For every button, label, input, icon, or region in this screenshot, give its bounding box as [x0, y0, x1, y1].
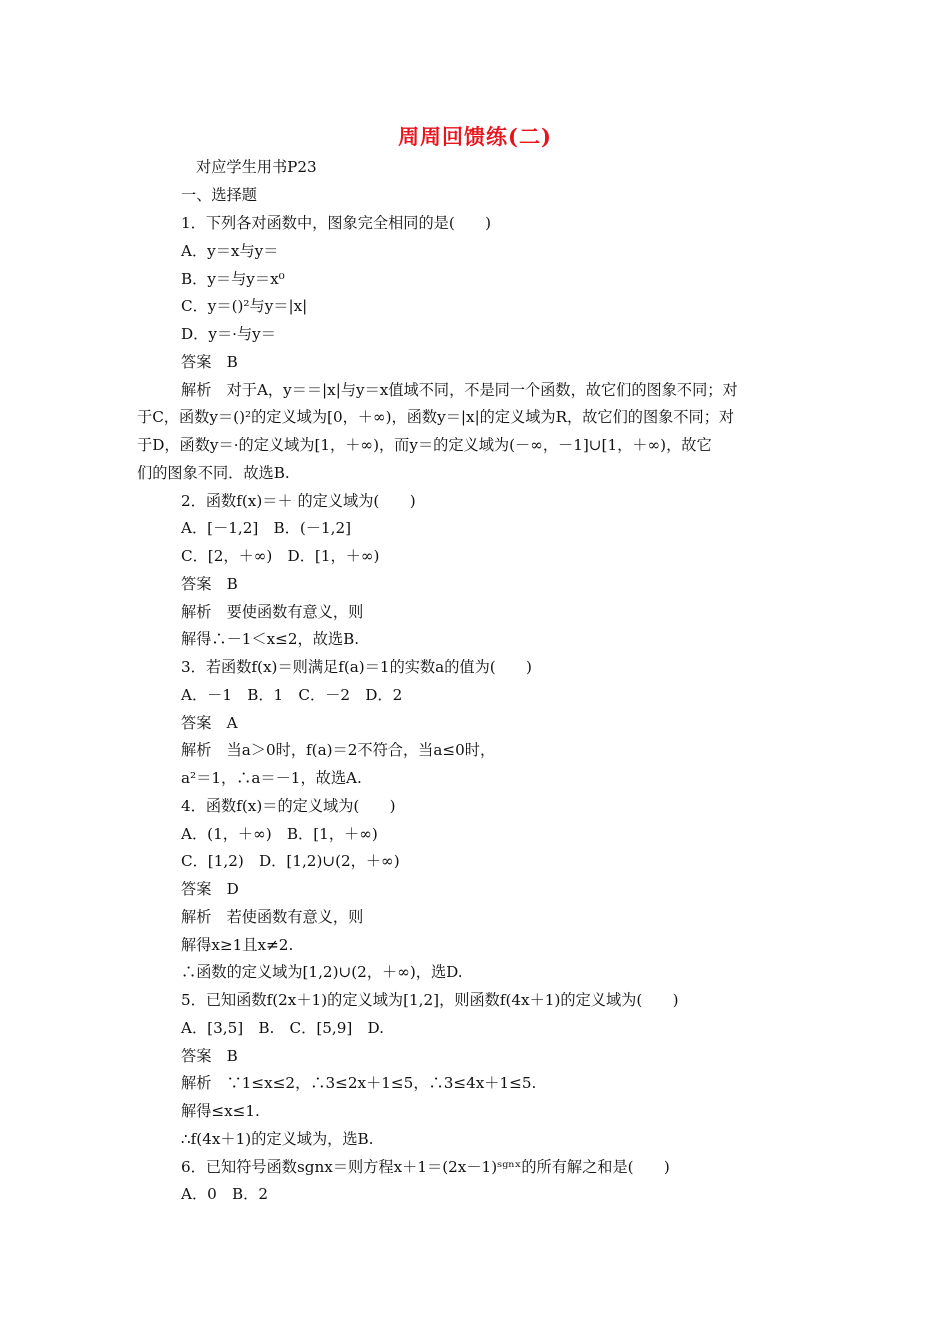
option-line: D．y＝·与y＝	[181, 325, 276, 343]
explanation-line: 解得x≥1且x≠2.	[181, 936, 294, 954]
source-note: 对应学生用书P23	[196, 158, 317, 176]
explanation-line: a²＝1，∴a＝－1，故选A.	[181, 769, 362, 787]
question-3: 3．若函数f(x)＝则满足f(a)＝1的实数a的值为( )	[181, 658, 532, 676]
explanation-line: 解析 当a＞0时，f(a)＝2不符合，当a≤0时，	[181, 741, 496, 759]
option-line: A．y＝x与y＝	[181, 242, 279, 260]
explanation-line: 解得∴－1＜x≤2，故选B.	[181, 630, 360, 648]
option-line: A．0 B．2	[181, 1185, 269, 1203]
answer: 答案 B	[181, 353, 238, 371]
option-line: A．－1 B．1 C．－2 D．2	[181, 686, 403, 704]
explanation-line: 解析 ∵1≤x≤2，∴3≤2x＋1≤5，∴3≤4x＋1≤5.	[181, 1074, 537, 1092]
option-line: C．y＝()²与y＝|x|	[181, 297, 308, 315]
question-5: 5．已知函数f(2x＋1)的定义域为[1,2]，则函数f(4x＋1)的定义域为( )	[181, 991, 679, 1009]
explanation-line: 于C，函数y＝()²的定义域为[0，＋∞)，函数y＝|x|的定义域为R，故它们的图象不同；对	[137, 408, 735, 426]
option-line: A．(1，＋∞) B．[1，＋∞)	[181, 825, 378, 843]
answer: 答案 B	[181, 1047, 238, 1065]
option-line: B．y＝与y＝x⁰	[181, 270, 285, 288]
section-heading: 一、选择题	[181, 186, 257, 204]
question-6: 6．已知符号函数sgnx＝则方程x＋1＝(2x－1)ˢᵍⁿˣ的所有解之和是( )	[181, 1158, 670, 1176]
answer: 答案 A	[181, 714, 238, 732]
option-line: A．[－1,2] B．(－1,2]	[181, 519, 352, 537]
question-2: 2．函数f(x)＝＋ 的定义域为( )	[181, 492, 416, 510]
explanation-line: ∴f(4x＋1)的定义域为，选B.	[181, 1130, 374, 1148]
answer: 答案 D	[181, 880, 239, 898]
explanation-line: 解得≤x≤1.	[181, 1102, 260, 1120]
option-line: C．[1,2) D．[1,2)∪(2，＋∞)	[181, 852, 400, 870]
option-line: C．[2，＋∞) D．[1，＋∞)	[181, 547, 380, 565]
explanation-line: 于D，函数y＝·的定义域为[1，＋∞)，而y＝的定义域为(－∞，－1]∪[1，＋∞)，故它	[137, 436, 712, 454]
explanation-line: ∴函数的定义域为[1,2)∪(2，＋∞)，选D.	[181, 963, 463, 981]
answer: 答案 B	[181, 575, 238, 593]
explanation-line: 解析 若使函数有意义，则	[181, 908, 364, 926]
explanation-line: 解析 要使函数有意义，则	[181, 603, 364, 621]
explanation-line: 解析 对于A，y＝＝|x|与y＝x值域不同，不是同一个函数，故它们的图象不同；对	[181, 381, 738, 399]
question-1: 1．下列各对函数中，图象完全相同的是( )	[181, 214, 492, 232]
explanation-line: 们的图象不同．故选B.	[137, 464, 290, 482]
question-4: 4．函数f(x)＝的定义域为( )	[181, 797, 396, 815]
page-title: 周周回馈练(二)	[398, 124, 552, 149]
option-line: A．[3,5] B. C．[5,9] D.	[181, 1019, 384, 1037]
